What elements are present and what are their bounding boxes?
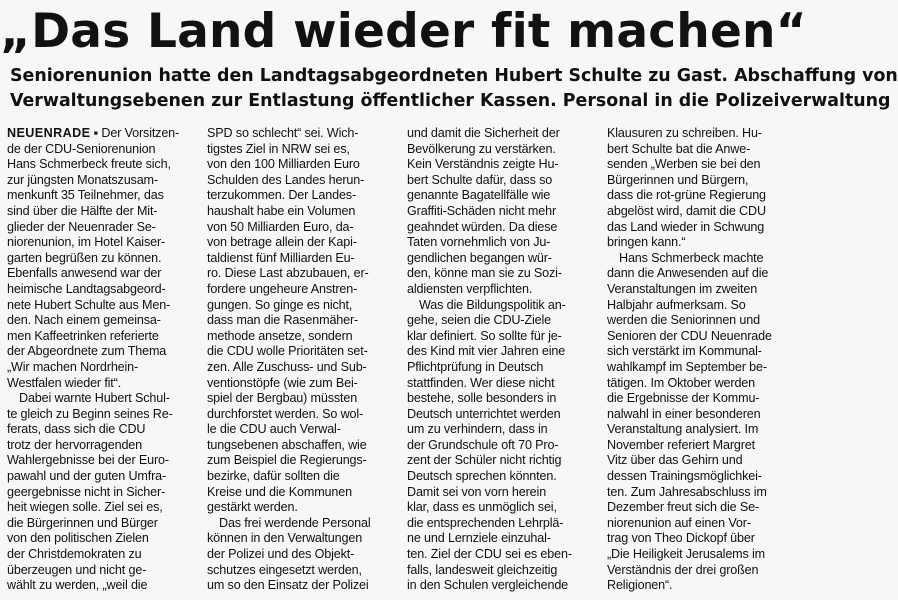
body-text-line: wählt zu werden, „weil die xyxy=(7,578,148,593)
body-text-line: der Grundschule oft 70 Pro- xyxy=(407,437,559,452)
body-text-line: ro. Diese Last abzubauen, er- xyxy=(207,266,369,281)
body-text-line: dann die Anwesenden auf die xyxy=(607,266,769,281)
body-text-line: von 50 Milliarden Euro, da- xyxy=(207,219,354,234)
body-text-line: senden „Werben sie bei den xyxy=(607,157,761,172)
body-text-line: Senioren der CDU Neuenrade xyxy=(607,328,772,343)
article-body xyxy=(7,126,799,598)
body-text-line: Veranstaltung analysiert. Im xyxy=(607,422,759,437)
body-text-line: von betrage allein der Kapi- xyxy=(207,235,357,250)
body-text-line: werden die Seniorinnen und xyxy=(607,313,760,328)
body-text-line: gungen. So ginge es nicht, xyxy=(207,297,353,312)
body-text-line: te gleich zu Beginn seines Re- xyxy=(7,406,173,421)
body-text-line: Hans Schmerbeck freute sich, xyxy=(7,157,171,172)
body-text-line: Damit sei von vorn herein xyxy=(407,484,547,499)
body-text-line: gestärkt werden. xyxy=(207,500,298,515)
body-text-line: nete Hubert Schulte aus Men- xyxy=(7,297,171,312)
dateline: NEUENRADE xyxy=(7,126,91,140)
body-text-line: Dabei warnte Hubert Schul- xyxy=(19,391,170,406)
body-text-line: Graffiti-Schäden nicht mehr xyxy=(407,203,557,218)
body-text-line: klar, dass es unmöglich sei, xyxy=(407,500,557,515)
body-text-line: le die CDU auch Verwal- xyxy=(207,422,341,437)
body-text-line: bert Schulte dafür, dass so xyxy=(407,172,553,187)
body-text: ▪ Der Vorsitzen- xyxy=(93,126,180,140)
body-text-line: haushalt habe ein Volumen xyxy=(207,203,356,218)
body-text-line: von den politischen Zielen xyxy=(7,531,149,546)
body-text-line: um zu verhindern, dass in xyxy=(407,422,548,437)
body-text-line: schutzes eingesetzt werden, xyxy=(207,562,362,577)
body-text-line: bringen kann.“ xyxy=(607,235,686,250)
body-text-line: die CDU wolle Prioritäten set- xyxy=(207,344,368,359)
body-text-line: de der CDU-Seniorenunion xyxy=(7,141,156,156)
body-text-line: das Land wieder in Schwung xyxy=(607,219,765,234)
body-text-line: klar definiert. So sollte für je- xyxy=(407,328,562,343)
body-text-line: trotz der hervorragenden xyxy=(7,437,143,452)
body-text-line: Das frei werdende Personal xyxy=(219,515,371,530)
body-text-line: aldiensten verpflichten. xyxy=(407,281,533,296)
body-text-line: geergebnisse nicht in Sicher- xyxy=(7,484,166,499)
body-text-line: den, könne man sie zu Sozi- xyxy=(407,266,562,281)
body-text-line: heit wiegen solle. Ziel sei es, xyxy=(7,500,163,515)
body-text-line: bezirke, dafür sollten die xyxy=(207,469,340,484)
subtitle-line: Verwaltungsebenen zur Entlastung öffentlicher Kassen. Personal in die Polizeiverwaltung xyxy=(10,91,891,111)
body-text-line: ne und Lernziele einzuhal- xyxy=(407,531,551,546)
body-text-line: niorenunion, im Hotel Kaiser- xyxy=(7,235,166,250)
body-text-line: terzukommen. Der Landes- xyxy=(207,188,356,203)
body-text-line: spiel der Bergbau) müssten xyxy=(207,391,358,406)
body-text-line: Deutsch sprechen könnten. xyxy=(407,469,557,484)
body-text-line: Hans Schmerbeck machte xyxy=(619,250,764,265)
body-text-line: Bevölkerung zu verstärken. xyxy=(407,141,556,156)
body-text-line: „Die Heiligkeit Jerusalems im xyxy=(607,547,766,562)
body-text-line: Westfalen wieder fit“. xyxy=(7,375,122,390)
body-text-line: zur jüngsten Monatszusam- xyxy=(7,172,158,187)
body-text-line: die Bürgerinnen und Bürger xyxy=(7,515,158,530)
body-text-line: Ebenfalls anwesend war der xyxy=(7,266,162,281)
body-text-line: Kein Verständnis zeigte Hu- xyxy=(407,157,559,172)
article-subtitle xyxy=(10,64,898,114)
text-column-2 xyxy=(207,126,397,598)
body-text-line: der Abgeordnete zum Thema xyxy=(7,344,167,359)
body-text-line: Religionen“. xyxy=(607,578,673,593)
body-text-line: SPD so schlecht“ sei. Wich- xyxy=(207,126,359,140)
body-text-line: Halbjahr aufmerksam. So xyxy=(607,297,746,312)
body-text-line: dass man die Rasenmäher- xyxy=(207,313,359,328)
body-text-line: menkunft 35 Teilnehmer, das xyxy=(7,188,164,203)
subtitle-line: Seniorenunion hatte den Landtagsabgeordneten Hubert Schulte zu Gast. Abschaffung von xyxy=(10,66,898,86)
body-text-line: die entsprechenden Lehrplä- xyxy=(407,515,564,530)
body-text-line: ten. Zum Jahresabschluss im xyxy=(607,484,767,499)
body-text-line: zent der Schüler nicht richtig xyxy=(407,453,562,468)
body-text-line: gehe, seien die CDU-Ziele xyxy=(407,313,551,328)
body-text-line: durchforstet werden. So wol- xyxy=(207,406,364,421)
body-text-line: Verständnis der drei großen xyxy=(607,562,759,577)
body-text-line: Kreise und die Kommunen xyxy=(207,484,352,499)
body-text-line: dass die rot-grüne Regierung xyxy=(607,188,766,203)
body-text-line: glieder der Neuenrader Se- xyxy=(7,219,156,234)
body-text-line: sich verstärkt im Kommunal- xyxy=(607,344,762,359)
body-text-line: zum Beispiel die Regierungs- xyxy=(207,453,367,468)
body-text-line: zen. Alle Zuschuss- und Sub- xyxy=(207,359,367,374)
body-text-line: Bürgerinnen und Bürgern, xyxy=(607,172,749,187)
body-text-line: und damit die Sicherheit der xyxy=(407,126,560,140)
body-text-line: trag von Theo Dickopf über xyxy=(607,531,755,546)
body-text-line: ten. Ziel der CDU sei es eben- xyxy=(407,547,572,562)
body-text-line: um so den Einsatz der Polizei xyxy=(207,578,369,593)
body-text-line: ferats, dass sich die CDU xyxy=(7,422,146,437)
body-text-line: die Ergebnisse der Kommu- xyxy=(607,391,760,406)
body-text-line: Wahlergebnisse bei der Euro- xyxy=(7,453,169,468)
body-text-line: taldienst fünf Milliarden Eu- xyxy=(207,250,355,265)
body-text-line: von den 100 Milliarden Euro xyxy=(207,157,360,172)
body-text-line: Klausuren zu schreiben. Hu- xyxy=(607,126,762,140)
body-text-line: bestehe, solle besonders in xyxy=(407,391,557,406)
body-text-line: genannte Bagatellfälle wie xyxy=(407,188,551,203)
body-text-line: den. Nach einem gemeinsa- xyxy=(7,313,161,328)
body-text-line: dessen Trainingsmöglichkei- xyxy=(607,469,762,484)
body-text-line: nalwahl in einer besonderen xyxy=(607,406,761,421)
body-text-line: Veranstaltungen im zweiten xyxy=(607,281,758,296)
body-text-line: Dezember freut sich die Se- xyxy=(607,500,760,515)
body-text-line: bert Schulte bat die Anwe- xyxy=(607,141,751,156)
body-text-line: stattfinden. Wer diese nicht xyxy=(407,375,555,390)
body-text-line: falls, landesweit gleichzeitig xyxy=(407,562,558,577)
body-text-line: tungsebenen abschaffen, wie xyxy=(207,437,367,452)
body-text-line xyxy=(7,126,197,142)
body-text-line: Was die Bildungspolitik an- xyxy=(419,297,566,312)
body-text-line: Pflichtprüfung in Deutsch xyxy=(407,359,544,374)
body-text-line: des Kind mit vier Jahren eine xyxy=(407,344,566,359)
body-text-line: abgelöst wird, damit die CDU xyxy=(607,203,766,218)
body-text-line: heimische Landtagsabgeord- xyxy=(7,281,166,296)
body-text-line: tigstes Ziel in NRW sei es, xyxy=(207,141,350,156)
text-column-4 xyxy=(607,126,797,598)
body-text-line: geahndet würden. Da diese xyxy=(407,219,558,234)
body-text-line: garten begrüßen zu können. xyxy=(7,250,162,265)
body-text-line: fordere ungeheure Anstren- xyxy=(207,281,358,296)
body-text-line: der Christdemokraten zu xyxy=(7,547,142,562)
body-text-line: können in den Verwaltungen xyxy=(207,531,363,546)
text-column-3 xyxy=(407,126,597,598)
article-headline: „Das Land wieder fit machen“ xyxy=(0,4,807,59)
body-text-line: pawahl und der guten Umfra- xyxy=(7,469,167,484)
body-text-line: gendlichen begangen wür- xyxy=(407,250,552,265)
body-text-line: wahlkampf im September be- xyxy=(607,359,767,374)
body-text-line: Taten vornehmlich von Ju- xyxy=(407,235,551,250)
body-text-line: men Kaffeetrinken referierte xyxy=(7,328,159,343)
body-text-line: „Wir machen Nordrhein- xyxy=(7,359,139,374)
body-text-line: November referiert Margret xyxy=(607,437,755,452)
body-text-line: der Polizei und des Objekt- xyxy=(207,547,355,562)
body-text-line: Deutsch unterrichtet werden xyxy=(407,406,561,421)
body-text-line: tätigen. Im Oktober werden xyxy=(607,375,755,390)
body-text-line: Vitz über das Gehirn und xyxy=(607,453,743,468)
body-text-line: niorenunion auf einen Vor- xyxy=(607,515,751,530)
body-text-line: überzeugen und nicht ge- xyxy=(7,562,147,577)
body-text-line: sind über die Hälfte der Mit- xyxy=(7,203,158,218)
body-text-line: in den Schulen vergleichende xyxy=(407,578,569,593)
body-text-line: methode ansetze, sondern xyxy=(207,328,353,343)
body-text-line: Schulden des Landes herun- xyxy=(207,172,365,187)
body-text-line: ventionstöpfe (wie zum Bei- xyxy=(207,375,358,390)
text-column-1 xyxy=(7,126,197,598)
